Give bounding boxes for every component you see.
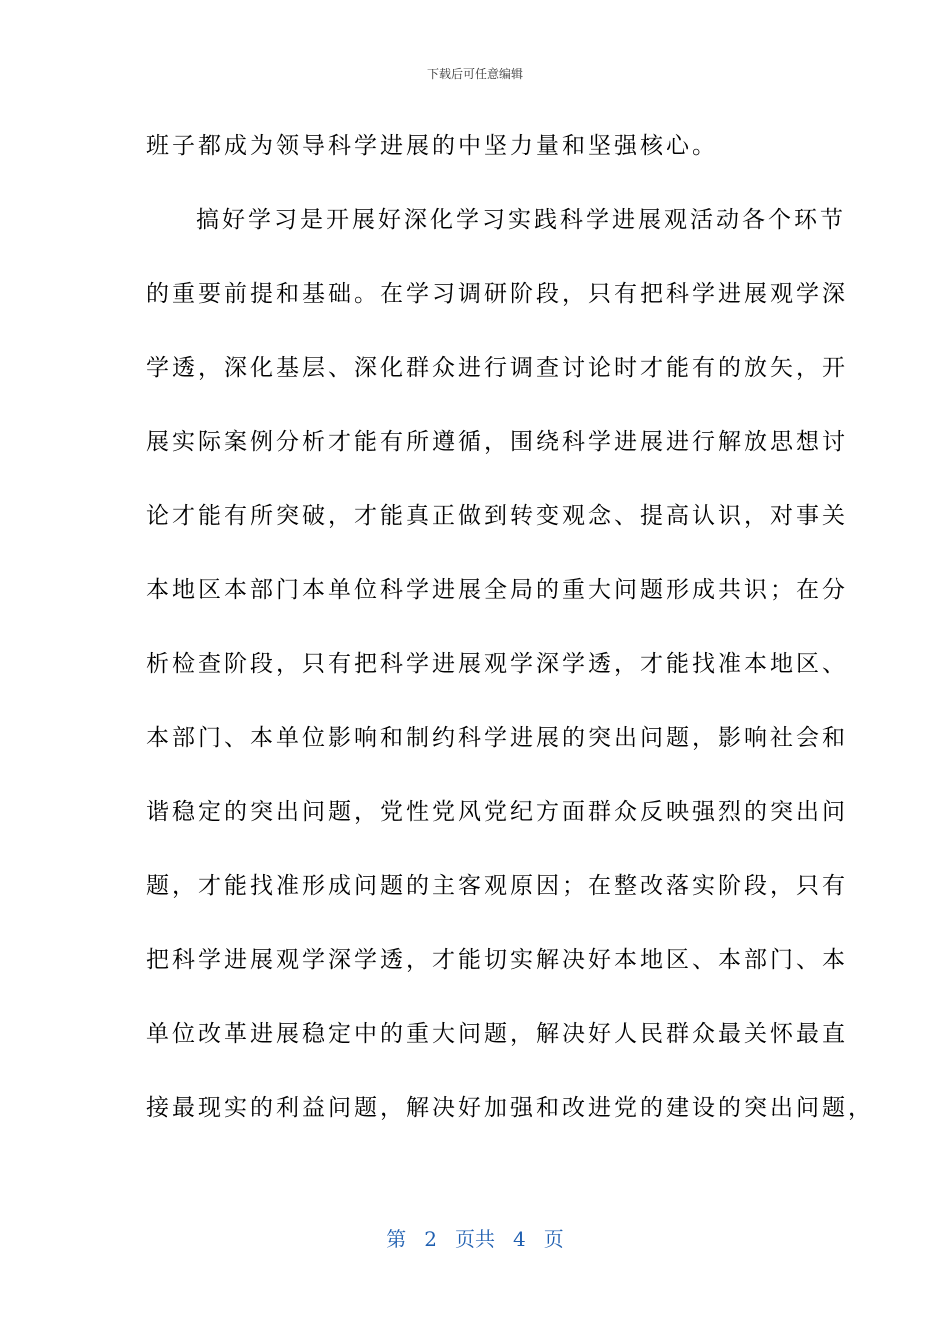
text-line: 把科学进展观学深学透，才能切实解决好本地区、本部门、本 (146, 947, 848, 973)
text-line: 论才能有所突破，才能真正做到转变观念、提高认识，对事关 (146, 503, 848, 529)
paragraph-first-line: 搞好学习是开展好深化学习实践科学进展观活动各个环节 (196, 207, 846, 233)
page-mid: 页共 (455, 1227, 495, 1251)
text-line: 学透，深化基层、深化群众进行调查讨论时才能有的放矢，开 (146, 355, 848, 381)
text-line: 题，才能找准形成问题的主客观原因；在整改落实阶段，只有 (146, 873, 848, 899)
total-pages-number: 4 (513, 1227, 526, 1251)
text-line: 谐稳定的突出问题，党性党风党纪方面群众反映强烈的突出问 (146, 799, 848, 825)
text-line: 的重要前提和基础。在学习调研阶段，只有把科学进展观学深 (146, 281, 848, 307)
text-line: 接最现实的利益问题，解决好加强和改进党的建设的突出问题， (146, 1095, 874, 1121)
body-text (146, 124, 874, 1160)
text-line: 本部门、本单位影响和制约科学进展的突出问题，影响社会和 (146, 725, 848, 751)
text-line: 析检查阶段，只有把科学进展观学深学透，才能找准本地区、 (146, 651, 848, 677)
page-suffix: 页 (543, 1227, 564, 1251)
text-line: 单位改革进展稳定中的重大问题，解决好人民群众最关怀最直 (146, 1021, 848, 1047)
text-line: 班子都成为领导科学进展的中坚力量和坚强核心。 (146, 133, 718, 159)
text-line: 展实际案例分析才能有所遵循，围绕科学进展进行解放思想讨 (146, 429, 848, 455)
current-page-number: 2 (424, 1227, 437, 1251)
page-footer (0, 1226, 950, 1252)
page-prefix: 第 (386, 1227, 407, 1251)
header-note: 下载后可任意编辑 (426, 67, 523, 81)
text-line: 本地区本部门本单位科学进展全局的重大问题形成共识；在分 (146, 577, 848, 603)
